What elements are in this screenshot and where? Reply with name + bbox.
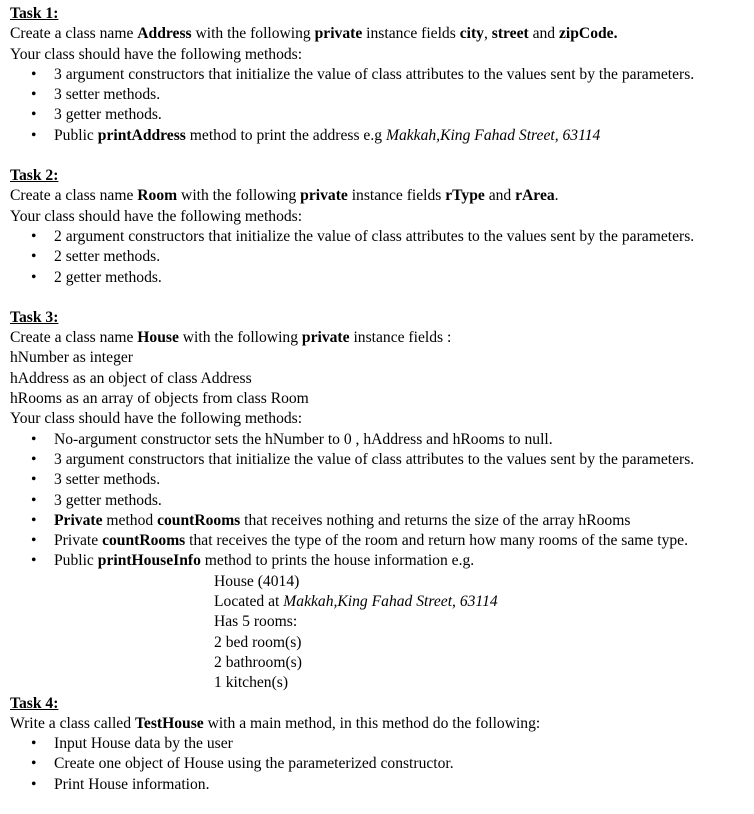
spacer xyxy=(10,146,754,166)
task2-intro-text: . xyxy=(554,187,559,205)
task4-title: Task 4: xyxy=(10,694,59,712)
list-item-text: method to prints the house information e.g. xyxy=(200,552,475,570)
task4-intro-text: with a main method, in this method do the following: xyxy=(203,714,541,732)
example-rooms-line: Has 5 rooms: xyxy=(214,613,298,631)
example-address: Makkah,King Fahad Street, 63114 xyxy=(283,593,498,611)
list-item-text: Public xyxy=(54,552,98,570)
private-keyword: Private xyxy=(54,511,103,529)
method-name: printHouseInfo xyxy=(97,552,201,570)
task1-intro-text: , xyxy=(483,25,492,43)
task1-methods-intro: Your class should have the following methods: xyxy=(10,45,303,63)
task3-field-haddress: hAddress as an object of class Address xyxy=(10,369,252,387)
list-item xyxy=(10,531,754,551)
task1-class-name: Address xyxy=(137,25,192,43)
task2-field-rtype: rType xyxy=(445,187,485,205)
example-bath-line: 2 bathroom(s) xyxy=(214,653,302,671)
list-item: • Print House information. xyxy=(10,775,754,795)
task3-field-hrooms: hRooms as an array of objects from class Room xyxy=(10,390,309,408)
task3-methods-intro: Your class should have the following methods: xyxy=(10,410,303,428)
list-item: • 2 argument constructors that initialize the value of class attributes to the values sent by the parameters. xyxy=(10,227,754,247)
list-item: • No-argument constructor sets the hNumber to 0 , hAddress and hRooms to null. xyxy=(10,430,754,450)
list-item: • 3 argument constructors that initialize the value of class attributes to the values sent by the parameters. xyxy=(10,65,754,85)
task3-intro-text: with the following xyxy=(178,329,302,347)
task3-method-list xyxy=(10,430,754,572)
list-item: • Input House data by the user xyxy=(10,734,754,754)
task4-step-list xyxy=(10,734,754,795)
task2-intro-text: with the following xyxy=(177,187,301,205)
list-item: • 3 getter methods. xyxy=(10,105,754,125)
task1-field-street: street xyxy=(491,25,529,43)
list-item-text: that receives the type of the room and return how many rooms of the same type. xyxy=(185,532,688,550)
list-item-text: that receives nothing and returns the size of the array hRooms xyxy=(240,511,631,529)
method-name: countRooms xyxy=(102,532,186,550)
task4-class-name: TestHouse xyxy=(134,714,204,732)
task4-intro-text: Write a class called xyxy=(10,714,135,732)
method-name: countRooms xyxy=(157,511,241,529)
task3-class-name: House xyxy=(137,329,179,347)
task4-intro xyxy=(10,714,754,734)
task2-private-keyword: private xyxy=(300,187,348,205)
list-item xyxy=(10,511,754,531)
example-located-line xyxy=(10,592,754,612)
example-located-prefix: Located at xyxy=(214,593,284,611)
example-house-line: House (4014) xyxy=(214,572,300,590)
example-bed-line: 2 bed room(s) xyxy=(214,633,302,651)
task2-intro-text: instance fields xyxy=(347,187,446,205)
task3-intro xyxy=(10,328,754,348)
list-item: • 2 getter methods. xyxy=(10,268,754,288)
example-address: Makkah,King Fahad Street, 63114 xyxy=(385,126,601,144)
task2-field-rarea: rArea xyxy=(515,187,555,205)
task1-intro-text: Create a class name xyxy=(10,25,138,43)
task3-intro-text: instance fields : xyxy=(349,329,452,347)
task3-field-hnumber: hNumber as integer xyxy=(10,349,133,367)
list-item-text: method to print the address e.g xyxy=(185,126,386,144)
list-item-text: Private xyxy=(54,532,103,550)
task3-intro-text: Create a class name xyxy=(10,329,138,347)
example-kitchen-line: 1 kitchen(s) xyxy=(214,674,289,692)
task2-methods-intro: Your class should have the following methods: xyxy=(10,207,303,225)
task1-method-list xyxy=(10,65,754,146)
list-item-text: Public xyxy=(54,126,98,144)
task1-field-zipcode: zipCode. xyxy=(559,25,618,43)
list-item: • 3 setter methods. xyxy=(10,85,754,105)
task2-intro-text: and xyxy=(484,187,516,205)
task1-intro-text: and xyxy=(528,25,559,43)
task2-intro xyxy=(10,186,754,206)
task3-private-keyword: private xyxy=(301,329,350,347)
list-item: • 3 argument constructors that initialize the value of class attributes to the values sent by the parameters. xyxy=(10,450,754,470)
list-item: • 2 setter methods. xyxy=(10,247,754,267)
task1-intro-text: with the following xyxy=(191,25,315,43)
task1-intro xyxy=(10,24,754,44)
list-item xyxy=(10,126,754,146)
task1-title: Task 1: xyxy=(10,5,59,22)
list-item-text: method xyxy=(102,511,158,529)
task2-intro-text: Create a class name xyxy=(10,187,138,205)
task2-class-name: Room xyxy=(137,187,178,205)
list-item: • Create one object of House using the parameterized constructor. xyxy=(10,754,754,774)
task2-method-list xyxy=(10,227,754,288)
task2-title: Task 2: xyxy=(10,167,59,185)
task3-title: Task 3: xyxy=(10,308,59,326)
house-info-example xyxy=(10,572,754,694)
spacer xyxy=(10,288,754,308)
list-item: • 3 getter methods. xyxy=(10,491,754,511)
assignment-document xyxy=(10,4,754,795)
task1-private-keyword: private xyxy=(314,25,363,43)
method-name: printAddress xyxy=(97,126,186,144)
task1-field-city: city xyxy=(459,25,484,43)
list-item xyxy=(10,551,754,571)
task1-intro-text: instance fields xyxy=(362,25,460,43)
list-item: • 3 setter methods. xyxy=(10,470,754,490)
